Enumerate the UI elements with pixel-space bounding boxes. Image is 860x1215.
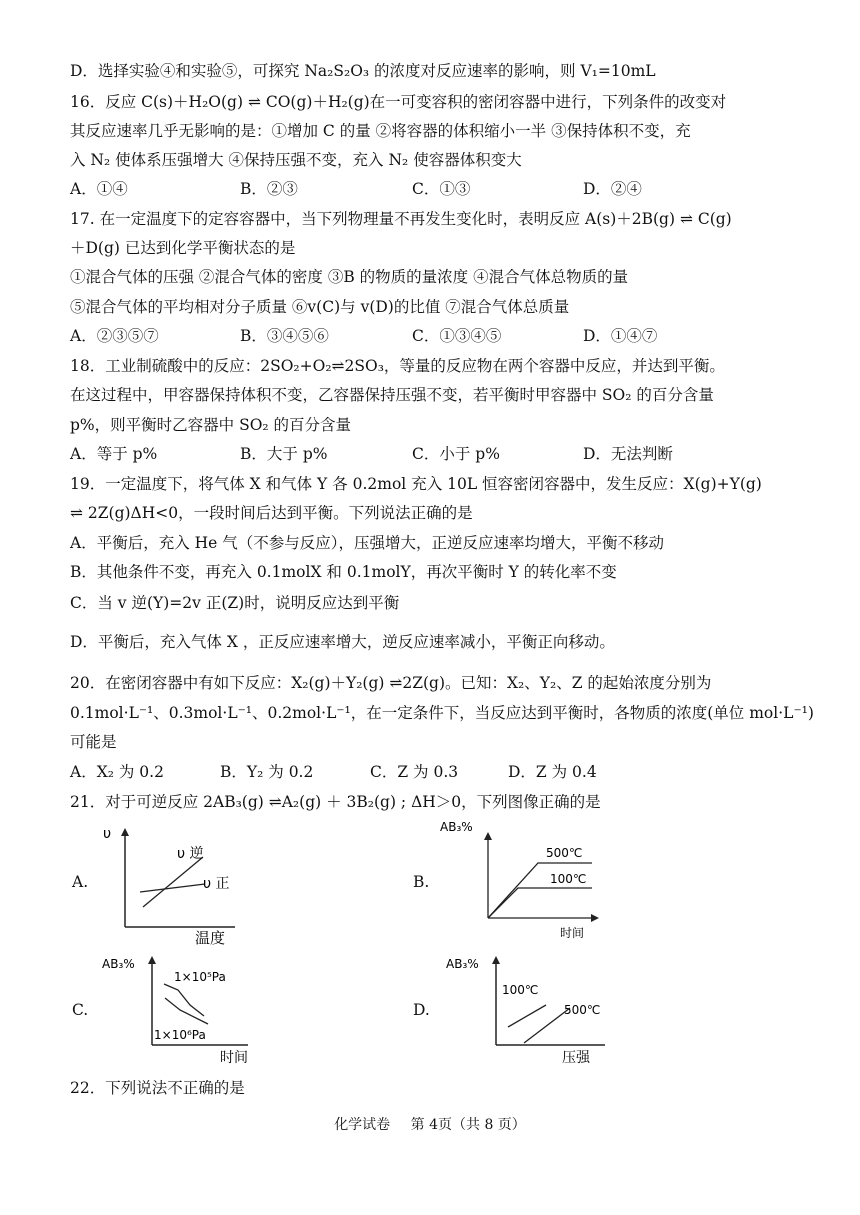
option-a: A．X₂ 为 0.2 <box>70 763 164 781</box>
option-a: A．②③⑤⑦ <box>70 327 159 345</box>
graph-c <box>100 950 260 1065</box>
option-c: C．Z 为 0.3 <box>370 763 459 781</box>
graph-b <box>440 818 610 943</box>
option-c: C．①③④⑤ <box>412 327 502 345</box>
graph-c-ylabel: AB₃% <box>102 957 135 971</box>
graph-a-curve1-label: υ 逆 <box>177 846 204 862</box>
question-17-stem: 17. 在一定温度下的定容容器中，当下列物理量不再发生变化时，表明反应 A(s)＋2B(g) ⇌ C(g) <box>70 210 732 228</box>
question-19-stem: 19．一定温度下，将气体 X 和气体 Y 各 0.2mol 充入 10L 恒容密闭容器中，发生反应：X(g)+Y(g) <box>70 475 762 493</box>
graph-a-option-label: A. <box>72 873 89 891</box>
graph-d-curve-100 <box>508 1005 546 1027</box>
question-20-options <box>70 762 798 782</box>
graph-a-curve-reverse <box>143 857 203 907</box>
option-d: D．无法判断 <box>583 445 673 463</box>
question-text-line: ⑤混合气体的平均相对分子质量 ⑥v(C)与 v(D)的比值 ⑦混合气体总质量 <box>70 298 570 316</box>
graph-d <box>440 950 615 1065</box>
question-18-options <box>70 444 798 464</box>
question-20-stem: 20．在密闭容器中有如下反应：X₂(g)＋Y₂(g) ⇌2Z(g)。已知：X₂、Y₂、Z 的起始浓度分别为 <box>70 674 712 692</box>
option-d: D．①④⑦ <box>583 327 658 345</box>
graph-b-option-label: B. <box>413 873 430 891</box>
question-16-options <box>70 179 798 199</box>
option-b: B．大于 p% <box>240 445 328 463</box>
option-c: C．小于 p% <box>412 445 500 463</box>
option-b: B．Y₂ 为 0.2 <box>220 763 314 781</box>
question-text-line: B．其他条件不变，再充入 0.1molX 和 0.1molY，再次平衡时 Y 的转化率不变 <box>70 563 617 581</box>
question-text-line: A．平衡后，充入 He 气（不参与反应），压强增大，正逆反应速率均增大，平衡不移动 <box>70 534 664 552</box>
option-b: B．②③ <box>240 180 298 198</box>
question-text-line: ⇌ 2Z(g)ΔH<0，一段时间后达到平衡。下列说法正确的是 <box>70 504 473 522</box>
option-d: D．②④ <box>583 180 642 198</box>
graph-d-curve2-label: 500℃ <box>564 1003 601 1017</box>
graph-c-curve-1e6 <box>164 984 204 1016</box>
question-text-line: 在这过程中，甲容器保持体积不变，乙容器保持压强不变，若平衡时甲容器中 SO₂ 的百分含量 <box>70 386 714 404</box>
footer-page-number: 第 4页（共 8 页） <box>410 1117 526 1133</box>
graph-d-ylabel: AB₃% <box>446 957 479 971</box>
graph-b-curve1-label: 500℃ <box>546 846 583 860</box>
graph-b-curve2-label: 100℃ <box>550 872 587 886</box>
option-a: A．①④ <box>70 180 128 198</box>
question-18-stem: 18．工业制硫酸中的反应：2SO₂+O₂⇌2SO₃，等量的反应物在两个容器中反应，并达到平衡。 <box>70 357 725 375</box>
question-text-line: ＋D(g) 已达到化学平衡状态的是 <box>70 239 296 257</box>
question-text-line: 0.1mol·L⁻¹、0.3mol·L⁻¹、0.2mol·L⁻¹，在一定条件下，当反应达到平衡时，各物质的浓度(单位 mol·L⁻¹) <box>70 704 814 722</box>
footer-subject: 化学试卷 <box>334 1117 391 1133</box>
option-c: C．①③ <box>412 180 471 198</box>
graph-a-xlabel: 温度 <box>195 929 226 947</box>
question-text-line: p%，则平衡时乙容器中 SO₂ 的百分含量 <box>70 416 352 434</box>
graph-a <box>95 822 245 947</box>
graph-c-curve2-label: 1×10⁶Pa <box>154 1028 206 1042</box>
graph-b-xlabel: 时间 <box>560 926 585 940</box>
question-text-line: D．选择实验④和实验⑤，可探究 Na₂S₂O₃ 的浓度对反应速率的影响，则 V₁=10mL <box>70 62 656 80</box>
question-text-line: C．当 v 逆(Y)=2v 正(Z)时，说明反应达到平衡 <box>70 594 400 612</box>
graph-d-option-label: D. <box>413 1001 430 1019</box>
graph-b-ylabel: AB₃% <box>440 820 473 834</box>
graph-d-curve1-label: 100℃ <box>502 983 539 997</box>
question-16-stem: 16．反应 C(s)＋H₂O(g) ⇌ CO(g)＋H₂(g)在一可变容积的密闭容器中进行，下列条件的改变对 <box>70 93 727 111</box>
graph-d-xlabel: 压强 <box>562 1050 590 1065</box>
graph-b-curve-100 <box>488 888 592 918</box>
question-17-options <box>70 326 798 346</box>
option-d: D．Z 为 0.4 <box>508 763 597 781</box>
option-b: B．③④⑤⑥ <box>240 327 329 345</box>
graph-c-curve-1e5 <box>165 998 208 1024</box>
graph-a-curve2-label: υ 正 <box>203 876 230 892</box>
question-text-line: 可能是 <box>70 733 117 751</box>
question-text-line: ①混合气体的压强 ②混合气体的密度 ③B 的物质的量浓度 ④混合气体总物质的量 <box>70 268 629 286</box>
graph-c-option-label: C. <box>72 1001 89 1019</box>
graph-c-curve1-label: 1×10⁵Pa <box>174 970 226 984</box>
question-22-stem: 22．下列说法不正确的是 <box>70 1079 245 1097</box>
option-a: A．等于 p% <box>70 445 158 463</box>
graph-c-xlabel: 时间 <box>220 1050 248 1065</box>
page-footer <box>0 1114 860 1134</box>
question-text-line: D．平衡后，充入气体 X ，正反应速率增大，逆反应速率减小，平衡正向移动。 <box>70 633 615 651</box>
question-21-stem: 21．对于可逆反应 2AB₃(g) ⇌A₂(g) ＋ 3B₂(g) ; ΔH＞0，下列图像正确的是 <box>70 793 601 811</box>
graph-a-curve-forward <box>140 884 205 892</box>
question-text-line: 入 N₂ 使体系压强增大 ④保持压强不变，充入 N₂ 使容器体积变大 <box>70 151 522 169</box>
question-text-line: 其反应速率几乎无影响的是：①增加 C 的量 ②将容器的体积缩小一半 ③保持体积不变，充 <box>70 122 691 140</box>
graph-a-ylabel: υ <box>103 826 112 842</box>
